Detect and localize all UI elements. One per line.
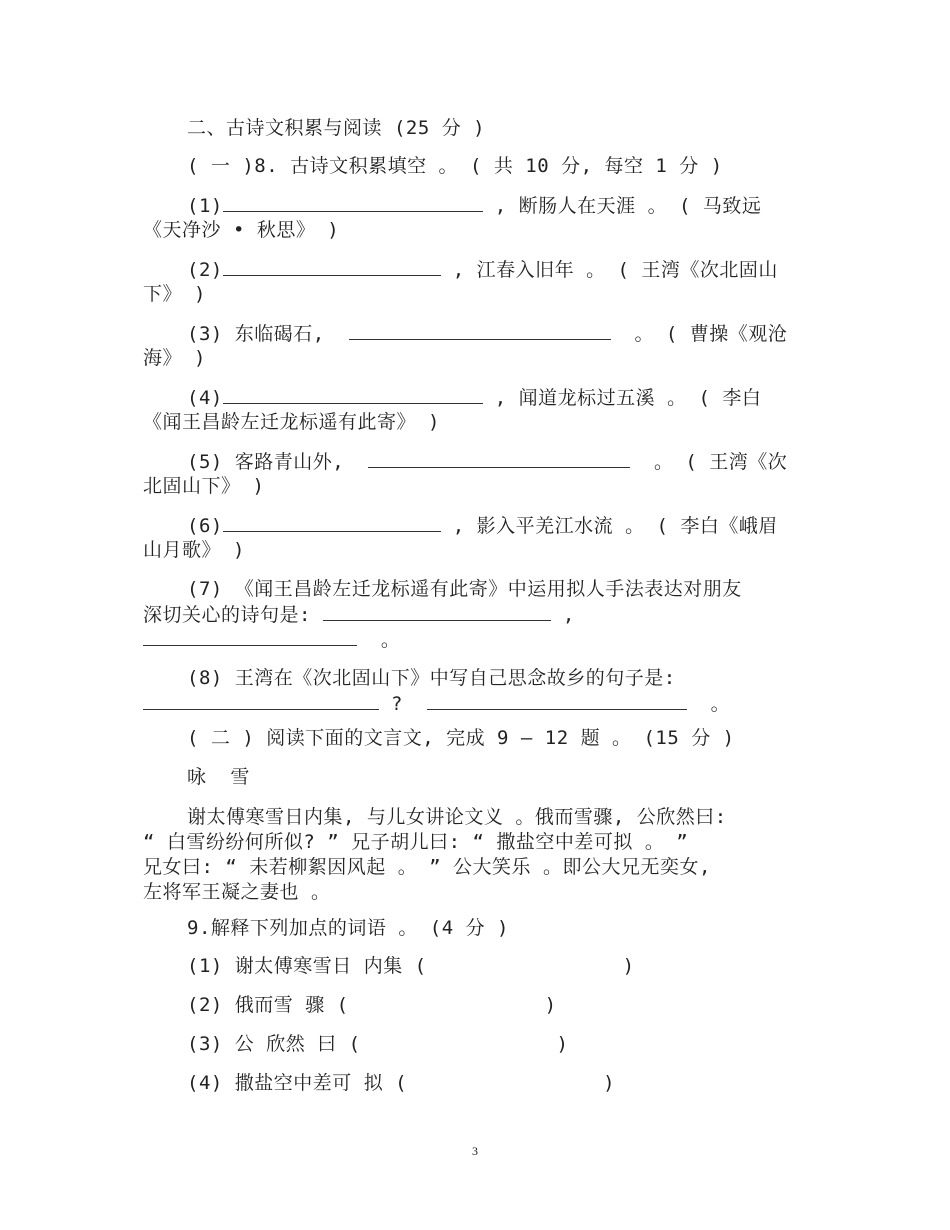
part2-heading: ( 二 ) 阅读下面的文言文, 完成 9 — 12 题 。 (15 分 ) (187, 727, 735, 749)
question-5-source: 北固山下》 ) (143, 475, 265, 497)
q9-item: (2) 俄而雪 骤 ( ) (187, 994, 557, 1016)
section-title: 二、古诗文积累与阅读 (25 分 ) (187, 117, 486, 139)
q9-item: (3) 公 欣然 曰 ( ) (187, 1033, 569, 1055)
answer-blank[interactable] (323, 602, 551, 621)
passage-line: 左将军王凝之妻也 。 (143, 881, 331, 903)
question-8-line-2: ? 。 (143, 691, 730, 716)
answer-blank[interactable] (223, 257, 441, 276)
answer-blank[interactable] (427, 691, 687, 710)
answer-blank[interactable] (223, 193, 483, 212)
question-5: (5) 客路青山外, 。 ( 王湾《次 (187, 451, 788, 473)
question-4: (4) , 闻道龙标过五溪 。 ( 李白 (187, 387, 762, 409)
question-1: (1) , 断肠人在天涯 。 ( 马致远 (187, 195, 762, 217)
answer-blank[interactable] (368, 449, 630, 468)
answer-blank[interactable] (223, 385, 483, 404)
passage-line: “ 白雪纷纷何所似? ” 兄子胡儿曰: “ 撒盐空中差可拟 。 ” (143, 831, 689, 853)
question-2: (2) , 江春入旧年 。 ( 王湾《次北固山 (187, 259, 778, 281)
passage-line: 谢太傅寒雪日内集, 与儿女讲论文义 。俄而雪骤, 公欣然曰: (187, 806, 727, 828)
answer-blank[interactable] (143, 627, 357, 646)
part1-heading: ( 一 )8. 古诗文积累填空 。 ( 共 10 分, 每空 1 分 ) (187, 155, 723, 177)
question-7: (7) 《闻王昌龄左迁龙标遥有此寄》中运用拟人手法表达对朋友 (187, 578, 742, 600)
question-7-line-2: 深切关心的诗句是: , (143, 604, 575, 626)
question-3: (3) 东临碣石, 。 ( 曹操《观沧 (187, 323, 788, 345)
question-1-source: 《天净沙 • 秋思》 ) (143, 219, 340, 241)
passage-title: 咏 雪 (187, 766, 250, 788)
answer-blank[interactable] (223, 513, 441, 532)
question-8: (8) 王湾在《次北固山下》中写自己思念故乡的句子是: (187, 667, 676, 689)
answer-blank[interactable] (143, 691, 379, 710)
question-3-source: 海》 ) (143, 347, 206, 369)
q9-item: (1) 谢太傅寒雪日 内集 ( ) (187, 955, 635, 977)
answer-blank[interactable] (349, 321, 611, 340)
question-2-source: 下》 ) (143, 283, 206, 305)
passage-line: 兄女曰: “ 未若柳絮因风起 。 ” 公大笑乐 。即公大兄无奕女, (143, 856, 711, 878)
page-number: 3 (472, 1144, 478, 1158)
q9-heading: 9.解释下列加点的词语 。 (4 分 ) (187, 917, 509, 939)
question-7-line-3: 。 (143, 627, 400, 652)
question-6-source: 山月歌》 ) (143, 539, 245, 561)
question-6: (6) , 影入平羌江水流 。 ( 李白《峨眉 (187, 515, 778, 537)
q9-item: (4) 撒盐空中差可 拟 ( ) (187, 1072, 616, 1094)
question-4-source: 《闻王昌龄左迁龙标遥有此寄》 ) (143, 411, 440, 433)
